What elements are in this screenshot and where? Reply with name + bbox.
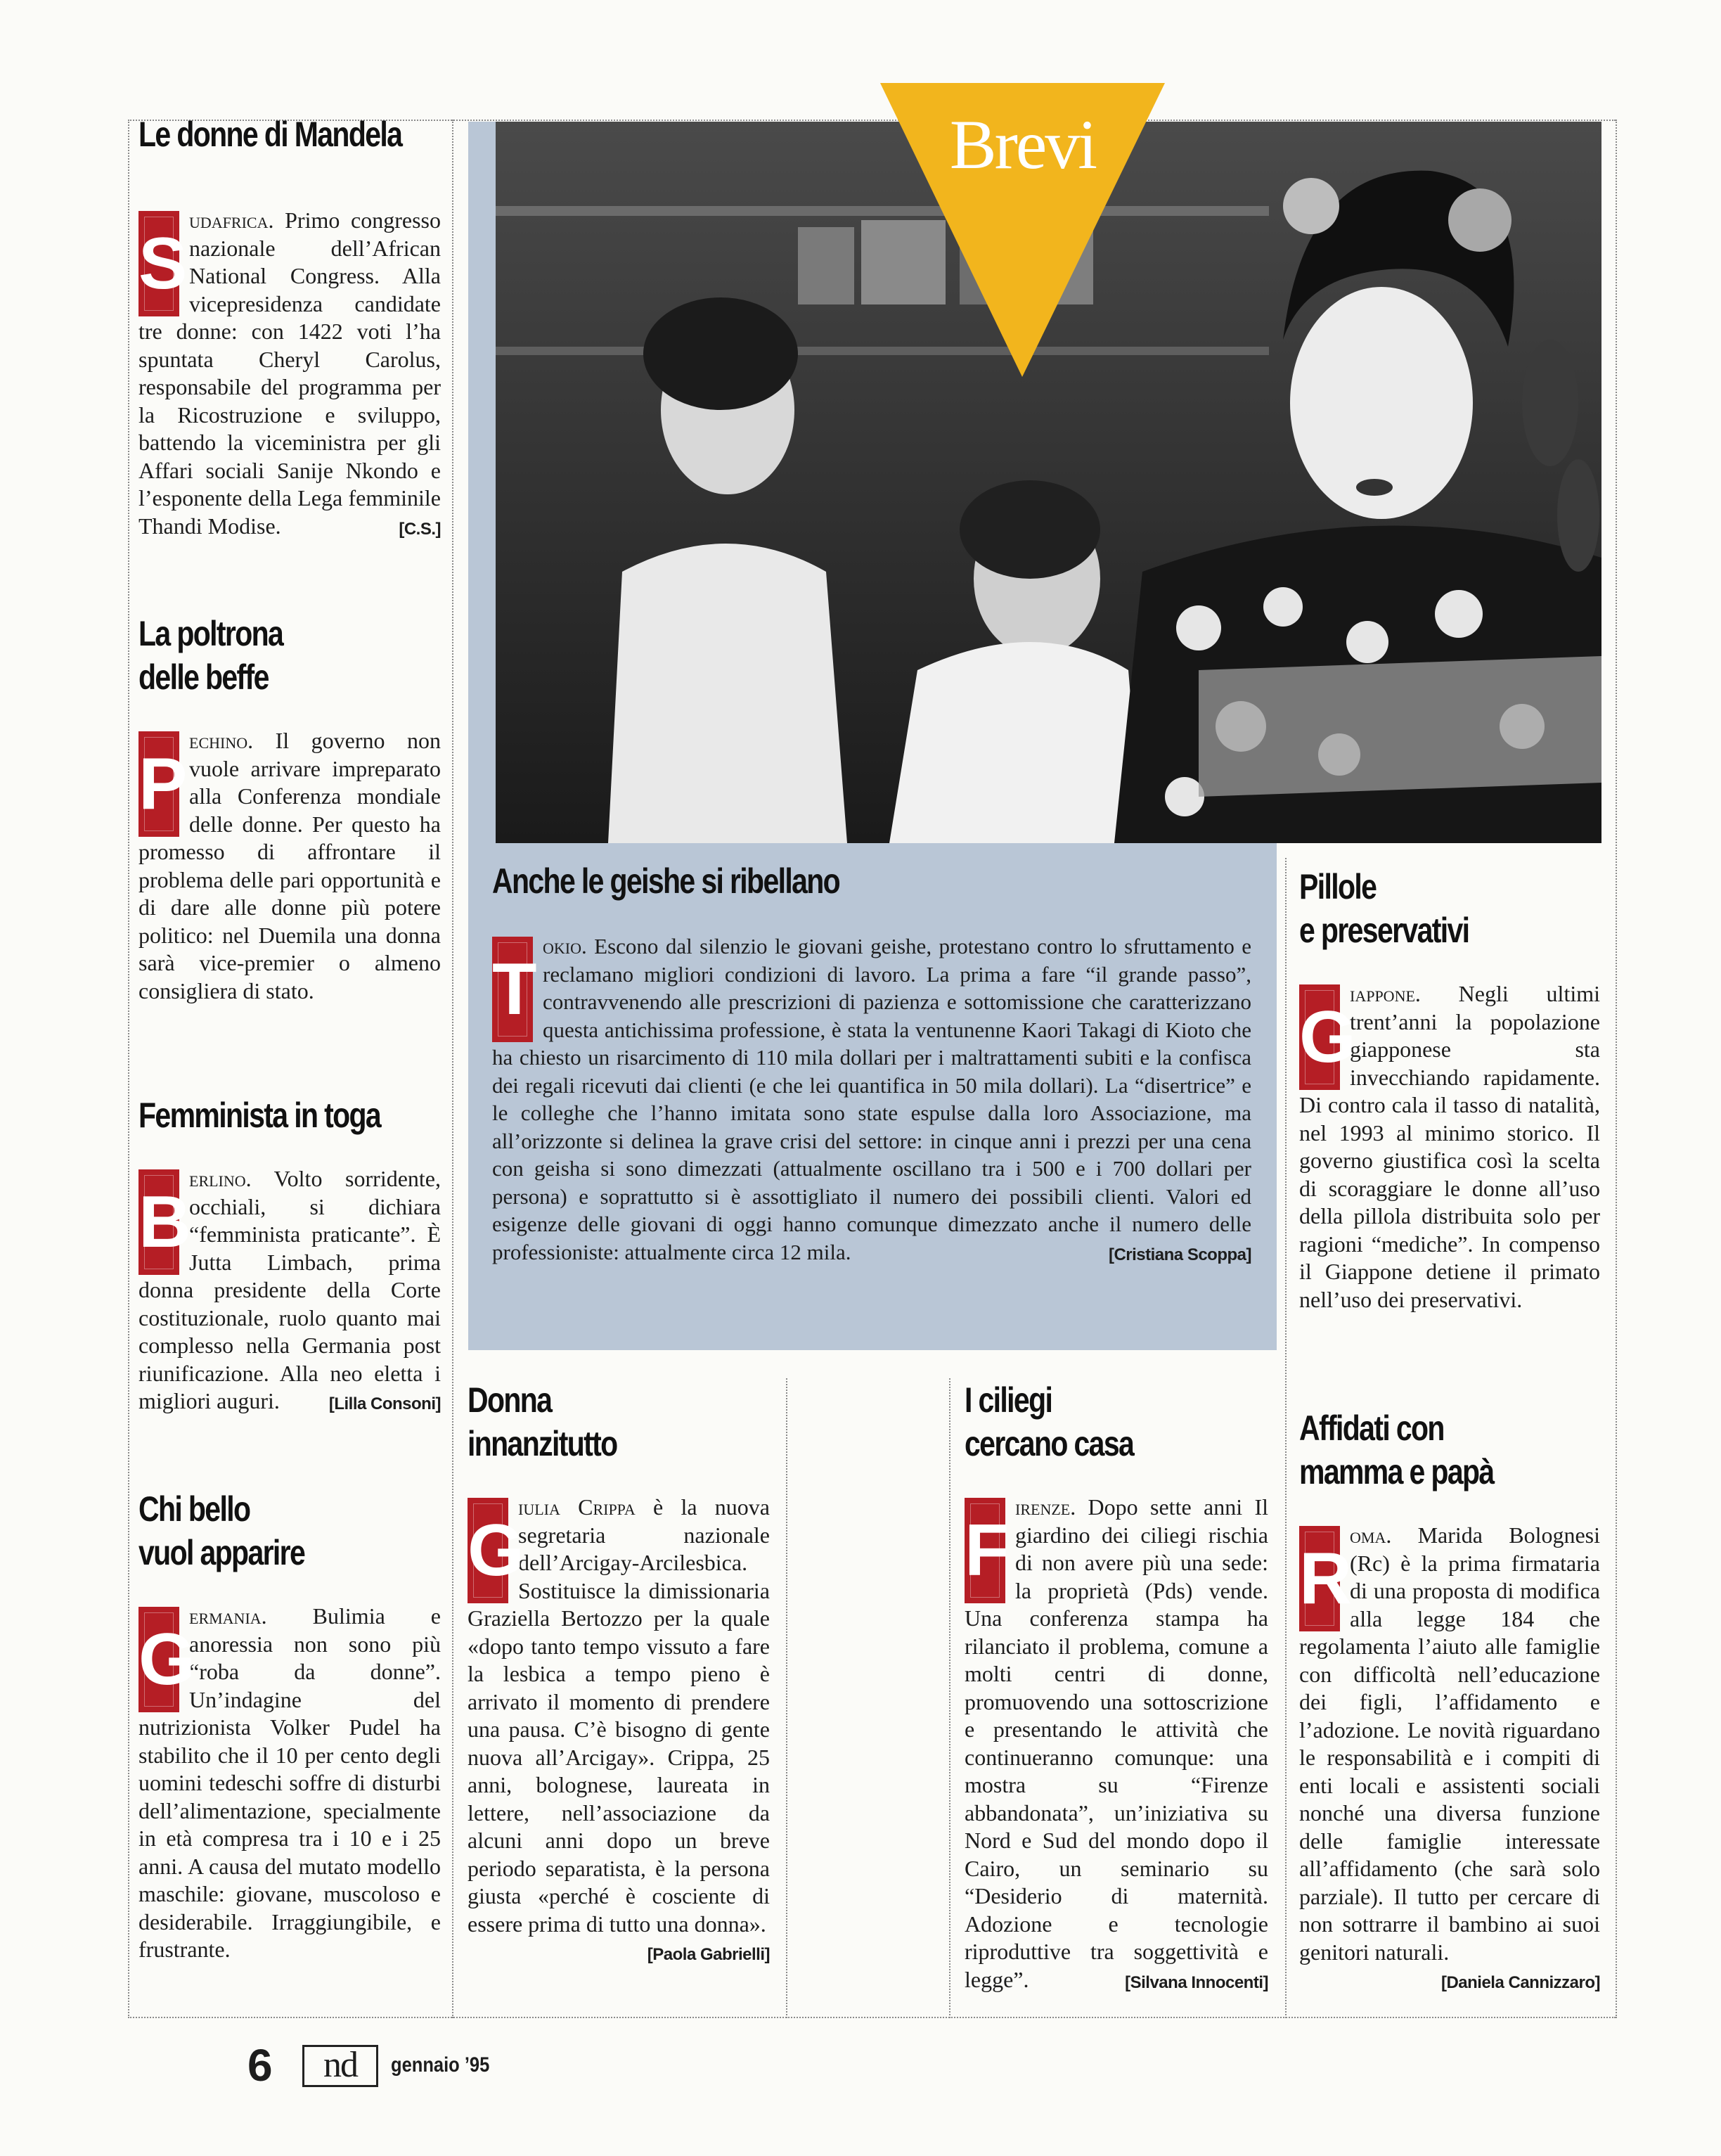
article-text: Volto sorridente, occhiali, si dichiara “femminista praticante”. È Jutta Limbach, prima donna presidente della Corte costituzionale, ruolo quanto mai complesso nella Germania post riunificazione. Alla neo eletta i migliori auguri.	[138, 1166, 441, 1413]
article-geishe	[492, 859, 1251, 1269]
dateline: erlino.	[189, 1166, 252, 1191]
section-label: Brevi	[949, 105, 1096, 184]
article-toga	[138, 1093, 441, 1418]
article-text: Negli ultimi trent’anni la popolazione giapponese sta invecchiando rapidamente. Di contro cala il tasso di natalità, nel 1993 al minimo storico. Il governo giustifica così la scelta di scoraggiare le donne all’uso della pillola distribuita solo per ragioni “mediche”. In compenso il Giappone detiene il primato nell’uso dei preservativi.	[1299, 981, 1600, 1312]
article-poltrona	[138, 612, 441, 1005]
article-text: Bulimia e anoressia non sono più “roba da donne”. Un’indagine del nutrizionista Volker Pudel ha stabilito che il 10 per cento degli uomini tedeschi soffre di disturbi dell’alimentazione, specialmente in età compresa tra i 10 e i 25 anni. A causa del mutato modello maschile: giovane, muscoloso e desiderabile. Irraggiungibile, e frustrante.	[138, 1603, 441, 1962]
article-title-line1: Pillole	[1299, 867, 1377, 906]
issue-date: gennaio ’95	[391, 2053, 490, 2077]
article-pillole	[1299, 865, 1600, 1314]
drop-cap: F	[965, 1498, 1005, 1603]
dateline: udafrica.	[189, 207, 274, 233]
page-number: 6	[247, 2040, 273, 2091]
article-title: Femminista in toga	[138, 1096, 381, 1135]
drop-cap: B	[138, 1169, 179, 1275]
byline: [Daniela Cannizzaro]	[1440, 1973, 1600, 1992]
column-rule	[949, 1378, 950, 2018]
article-text: è la nuova segretaria nazionale dell’Arcigay-Arcilesbica. Sostituisce la dimissionaria Graziella Bertozzo per la quale «dopo tanto tempo vissuto a fare la lesbica a tempo pieno è arrivato il momento di prendere una pausa. C’è bisogno di gente nuova all’Arcigay». Crippa, 25 anni, bolognese, laureata in lettere, nell’associazione da alcuni anni dopo un breve periodo separatista, è la persona giusta «perché è cosciente di essere prima di tutto una donna».	[468, 1494, 770, 1937]
byline: [Silvana Innocenti]	[1125, 1972, 1268, 1992]
article-title-line2: mamma e papà	[1299, 1452, 1494, 1491]
article-ciliegi	[965, 1378, 1268, 1996]
drop-cap: G	[1299, 984, 1340, 1090]
byline: [Paola Gabrielli]	[647, 1945, 770, 1964]
drop-cap: G	[138, 1607, 179, 1712]
dateline: iulia Crippa	[518, 1494, 636, 1520]
dateline: irenze.	[1015, 1494, 1076, 1520]
article-bello	[138, 1487, 441, 1964]
column-rule	[452, 120, 453, 2018]
drop-cap: T	[492, 937, 533, 1042]
article-title-line1: Chi bello	[138, 1489, 250, 1529]
drop-cap: R	[1299, 1526, 1340, 1631]
article-title-line1: Donna	[468, 1380, 552, 1420]
dateline: oma.	[1350, 1522, 1392, 1548]
dateline: ermania.	[189, 1603, 267, 1629]
article-title-line1: La poltrona	[138, 614, 283, 653]
article-text: Il governo non vuole arrivare impreparato alla Conferenza mondiale delle donne. Per questo ha promesso di affrontare il problema delle pari opportunità e di dare alle donne più potere politico: nel Duemila una donna sarà vice-premier o almeno consigliera di stato.	[138, 728, 441, 1003]
article-title-line2: vuol apparire	[138, 1533, 305, 1572]
drop-cap: P	[138, 731, 179, 837]
column-rule	[786, 1378, 787, 2018]
article-title-line2: e preservativi	[1299, 911, 1469, 950]
dateline: echino.	[189, 728, 254, 753]
article-title-line2: cercano casa	[965, 1424, 1134, 1463]
article-title-line1: I ciliegi	[965, 1380, 1052, 1420]
byline: [C.S.]	[399, 519, 441, 539]
dateline: iappone.	[1350, 981, 1421, 1006]
section-rule	[128, 2017, 1616, 2018]
article-affidati	[1299, 1406, 1600, 1997]
article-title-line2: innanzitutto	[468, 1424, 617, 1463]
column-rule	[1285, 858, 1287, 2018]
column-rule	[128, 120, 129, 2018]
article-mandela	[138, 113, 441, 543]
article-donna	[468, 1378, 770, 1969]
drop-cap: G	[468, 1498, 508, 1603]
article-title: Le donne di Mandela	[138, 115, 402, 154]
drop-cap: S	[138, 211, 179, 316]
article-text: Dopo sette anni Il giardino dei ciliegi rischia di non avere più una sede: la proprietà (Pds) vende. Una conferenza stampa ha rilanciato il problema, comune a molti centri di donne, promuovendo una sottoscrizione e presentando le attività che continueranno comunque: una mostra su “Firenze abbandonata”, un’iniziativa su Nord e Sud del mondo dopo il Cairo, un seminario su “Desiderio di maternità. Adozione e tecnologie riproduttive tra soggettività e legge”.	[965, 1494, 1268, 1992]
article-text: Primo congresso nazionale dell’African National Congress. Alla vicepresidenza candidate tre donne: con 1422 voti l’ha spuntata Cheryl Carolus, responsabile del programma per la Ricostruzione e sviluppo, battendo la viceministra per gli Affari sociali Sanije Nkondo e l’esponente della Lega femminile Thandi Modise.	[138, 207, 441, 539]
article-title-line1: Affidati con	[1299, 1409, 1444, 1448]
byline: [Cristiana Scoppa]	[1108, 1245, 1251, 1264]
column-rule	[1616, 120, 1617, 2018]
article-title-line2: delle beffe	[138, 657, 269, 697]
magazine-logo: nd	[302, 2045, 378, 2087]
dateline: okio.	[543, 934, 587, 958]
byline: [Lilla Consoni]	[328, 1394, 441, 1413]
article-title: Anche le geishe si ribellano	[492, 861, 840, 901]
article-text: Marida Bolognesi (Rc) è la prima firmataria di una proposta di modifica alla legge 184 che regolamenta l’aiuto alle famiglie con difficoltà nell’educazione dei figli, l’affidamento e l’adozione. Le novità riguardano le responsabilità e i compiti di enti locali e assistenti sociali nonché una diversa funzione delle famiglie interessate all’affidamento (che sarà solo parziale). Il tutto per cercare di non sottrarre il bambino ai suoi genitori naturali.	[1299, 1522, 1600, 1965]
article-text: Escono dal silenzio le giovani geishe, protestano contro lo sfruttamento e reclamano migliori condizioni di lavoro. La prima a fare “il grande passo”, contravvenendo alle prescrizioni di pazienza e sottomissione che caratterizzano questa antichissima professione, è stata la ventunenne Kaori Takagi di Kioto che ha chiesto un risarcimento di 110 mila dollari per i maltrattamenti subiti e la confisca dei regali ricevuti dai clienti (e che lei quantifica in 50 mila dollari). La “disertrice” e le colleghe che l’hanno imitata sono state espulse dalla loro Associazione, ma all’orizzonte si delinea la grave crisi del settore: in cinque anni i prezzi per una cena con geisha si sono dimezzati (attualmente oscillano tra i 500 e i 700 dollari per persona) e soprattutto si è assottigliato il numero dei possibili clienti. Valori ed esigenze delle giovani di oggi hanno comunque dimezzato anche il numero delle professioniste: attualmente circa 12 mila.	[492, 934, 1251, 1264]
